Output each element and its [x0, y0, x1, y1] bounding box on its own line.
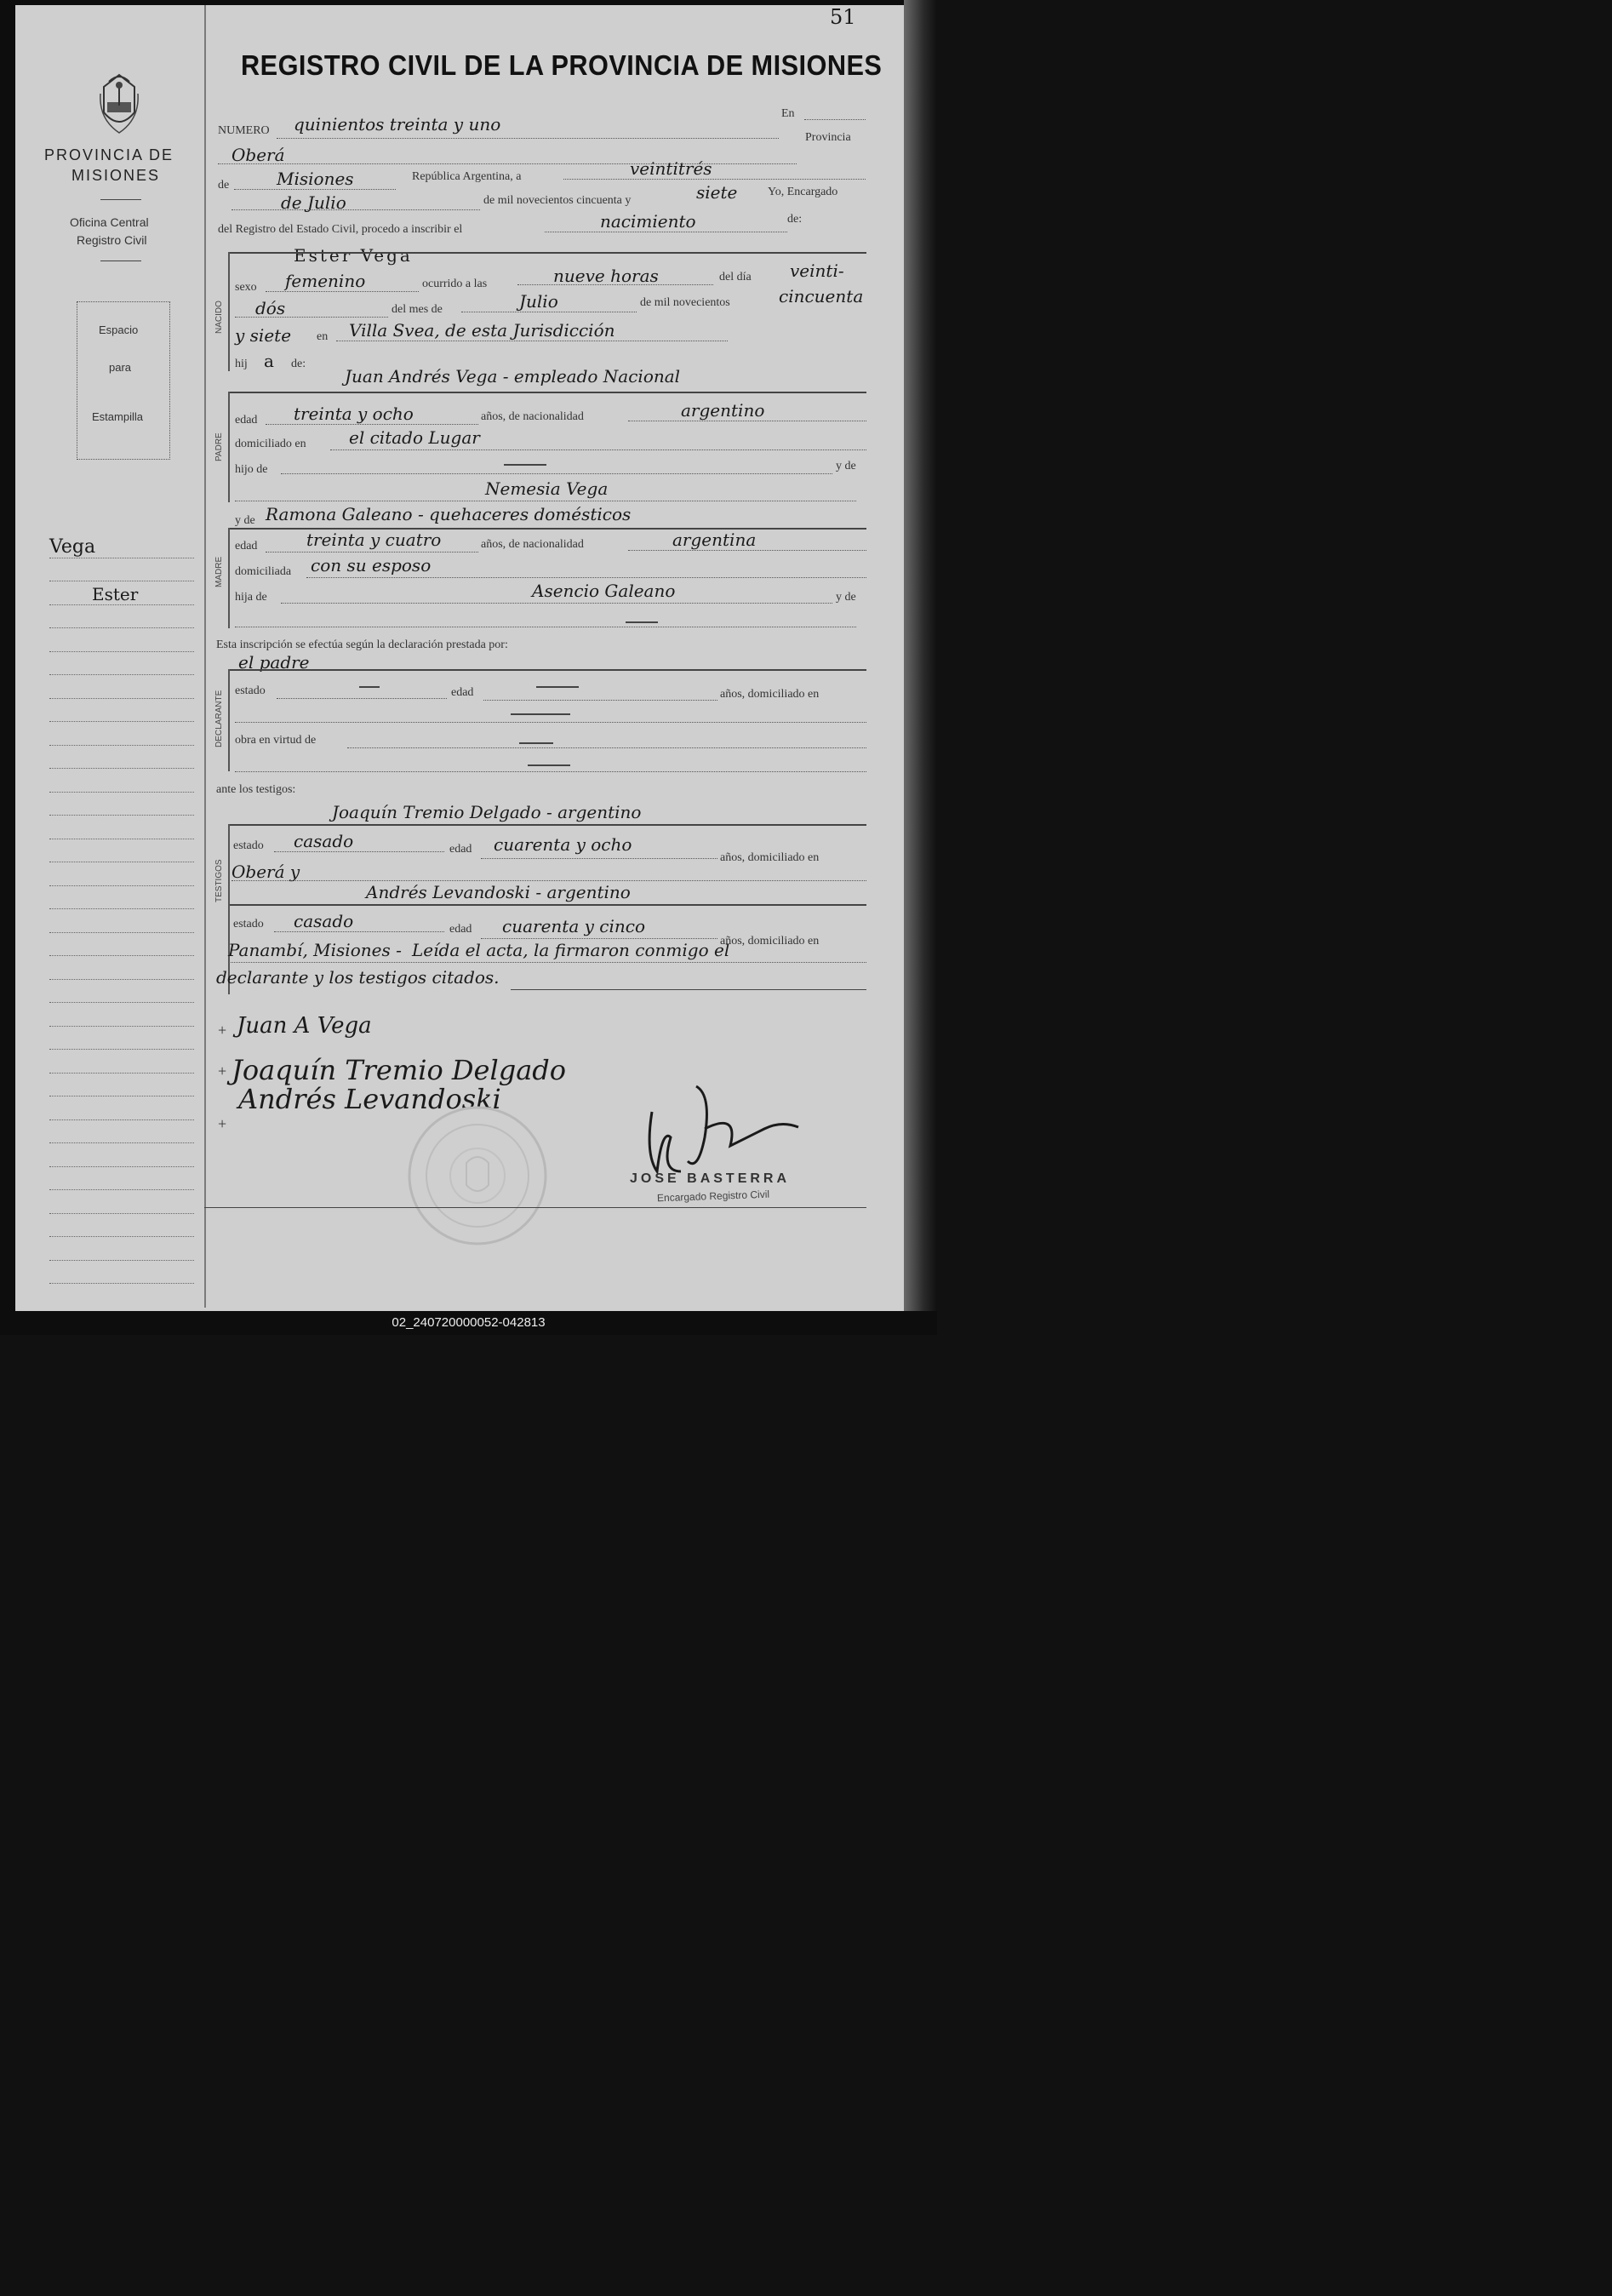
- margin-rule: [49, 768, 194, 770]
- section-rule: [204, 1207, 866, 1208]
- margin-surname: Vega: [49, 536, 96, 558]
- signature-witness2: Andrés Levandoski: [238, 1083, 501, 1115]
- mother-name: Ramona Galeano - quehaceres domésticos: [266, 504, 632, 524]
- margin-rule: [49, 698, 194, 700]
- province-line1: PROVINCIA DE: [44, 146, 174, 163]
- witnesses-intro: ante los testigos:: [216, 783, 296, 796]
- section-rule: [511, 989, 866, 990]
- month-value: de Julio: [281, 192, 346, 213]
- margin-rule: [49, 558, 194, 559]
- section-rule: [230, 904, 866, 906]
- official-seal-icon: [405, 1103, 550, 1248]
- fill-line: [274, 931, 444, 932]
- fill-line: [232, 209, 480, 210]
- witness2-age: cuarenta y cinco: [502, 916, 645, 936]
- fill-line: [306, 577, 866, 578]
- fill-line: [266, 552, 478, 553]
- hijo-label: hijo de: [235, 463, 268, 476]
- fathers-mother: Nemesia Vega: [485, 478, 609, 499]
- margin-rule: [49, 581, 194, 582]
- margin-rule: [49, 862, 194, 863]
- office-line1: Oficina Central: [70, 215, 149, 229]
- yde-label-padre: y de: [836, 460, 856, 472]
- margin-rule: [49, 1119, 194, 1121]
- obra-label: obra en virtud de: [235, 734, 317, 747]
- closing-line-2: declarante y los testigos citados.: [216, 967, 500, 988]
- yo-label: Yo, Encargado: [768, 186, 838, 198]
- section-bracket: [228, 669, 230, 771]
- office-line2: Registro Civil: [77, 233, 147, 247]
- fill-line: [483, 700, 717, 701]
- section-rule: [230, 392, 866, 393]
- ocurrido-label: ocurrido a las: [422, 278, 488, 290]
- dia-label: del día: [719, 271, 752, 283]
- year-value: siete: [696, 182, 738, 203]
- margin-rule: [49, 1283, 194, 1285]
- coat-of-arms-icon: [92, 68, 146, 136]
- cross-mark: +: [218, 1022, 227, 1039]
- edad-label-t2: edad: [449, 923, 472, 936]
- father-nationality: argentino: [681, 400, 765, 421]
- margin-rule: [49, 1260, 194, 1262]
- numero-label: NUMERO: [218, 124, 270, 137]
- margin-rule: [49, 745, 194, 747]
- margin-divider: [204, 5, 206, 1308]
- fill-line: [347, 747, 866, 748]
- margin-rule: [49, 674, 194, 676]
- domic-label-padre: domiciliado en: [235, 438, 306, 450]
- dia-value-2: dós: [255, 298, 286, 318]
- place-value: Oberá: [232, 145, 285, 165]
- sexo-value: femenino: [285, 271, 366, 291]
- witness1-estado: casado: [294, 831, 354, 851]
- anos-label-t1: años, domiciliado en: [720, 851, 820, 864]
- fill-line: [281, 603, 832, 604]
- document-title: REGISTRO CIVIL DE LA PROVINCIA DE MISIONES: [241, 49, 883, 81]
- fill-line: [804, 119, 866, 120]
- dash-mark: [504, 464, 546, 466]
- mother-nationality: argentina: [672, 530, 757, 550]
- mil-label: de mil novecientos: [640, 296, 730, 309]
- en-label: En: [781, 107, 795, 120]
- mes-label: del mes de: [392, 303, 443, 316]
- cross-mark: +: [218, 1115, 227, 1132]
- fill-line: [481, 938, 717, 939]
- father-age: treinta y ocho: [294, 404, 414, 424]
- edad-label-padre: edad: [235, 414, 258, 427]
- mes-value: Julio: [519, 291, 558, 312]
- signature-witness1: Joaquín Tremio Delgado: [232, 1054, 567, 1086]
- declaration-intro: Esta inscripción se efectúa según la declaración prestada por:: [216, 638, 508, 651]
- fill-line: [232, 880, 866, 881]
- fill-line: [628, 550, 866, 551]
- anos-label-t2: años, domiciliado en: [720, 935, 820, 948]
- province-line2: MISIONES: [71, 167, 161, 184]
- margin-rule: [49, 792, 194, 793]
- cross-mark: +: [218, 1062, 227, 1079]
- anos-label-decl: años, domiciliado en: [720, 688, 820, 701]
- mother-domicile: con su esposo: [311, 555, 432, 575]
- dash-mark: [359, 686, 380, 688]
- padre-section-label: PADRE: [214, 432, 224, 461]
- sexo-label: sexo: [235, 281, 257, 294]
- declarant-value: el padre: [238, 652, 310, 673]
- provincia-label: Provincia: [805, 131, 851, 144]
- edad-label-t1: edad: [449, 843, 472, 856]
- declarante-section-label: DECLARANTE: [214, 690, 224, 747]
- document-page: [0, 0, 937, 1335]
- page-number: 51: [830, 5, 856, 29]
- dia-value-1: veinti-: [790, 261, 844, 281]
- margin-rule: [49, 1213, 194, 1215]
- margin-rule: [49, 627, 194, 629]
- hija-label: hija de: [235, 591, 267, 604]
- signature-father: Juan A Vega: [237, 1013, 372, 1039]
- fill-line: [274, 851, 444, 852]
- inscribe-label: del Registro del Estado Civil, procedo a inscribir el: [218, 223, 463, 236]
- hour-value: nueve horas: [553, 266, 659, 286]
- margin-rule: [49, 1049, 194, 1051]
- official-name: JOSE BASTERRA: [630, 1171, 791, 1186]
- de-label-nacido: de:: [291, 358, 306, 370]
- section-rule: [230, 252, 866, 254]
- republica-label: República Argentina, a: [412, 170, 522, 183]
- fill-line: [234, 189, 396, 190]
- hij-value: a: [264, 351, 274, 371]
- estado-label-decl: estado: [235, 684, 266, 697]
- fill-line: [228, 962, 866, 963]
- margin-rule: [49, 1189, 194, 1191]
- margin-rule: [49, 1002, 194, 1004]
- stamp-label-3: Estampilla: [92, 410, 143, 423]
- margin-given-name: Ester: [92, 584, 139, 604]
- father-name: Juan Andrés Vega - empleado Nacional: [345, 366, 681, 386]
- witness2-domicile: Panambí, Misiones -: [228, 940, 402, 960]
- testigos-section-label: TESTIGOS: [214, 859, 224, 902]
- margin-rule: [49, 839, 194, 840]
- day-value: veintitrés: [630, 158, 712, 179]
- margin-rule: [49, 1096, 194, 1097]
- margin-rule: [49, 955, 194, 957]
- margin-rule: [49, 651, 194, 653]
- fill-line: [277, 698, 447, 699]
- dash-mark: [528, 764, 570, 766]
- section-bracket: [228, 528, 230, 628]
- margin-rule: [49, 604, 194, 606]
- edad-label-decl: edad: [451, 686, 474, 699]
- margin-rule: [49, 1236, 194, 1238]
- book-binding: [904, 0, 937, 1311]
- margin-rule: [49, 979, 194, 981]
- file-identifier: 02_240720000052-042813: [392, 1315, 546, 1330]
- dash-mark: [519, 742, 553, 744]
- de-colon: de:: [787, 213, 803, 226]
- nac-label-padre: años, de nacionalidad: [481, 410, 584, 423]
- official-title: Encargado Registro Civil: [656, 1188, 770, 1205]
- nacido-section-label: NACIDO: [214, 301, 224, 334]
- witness1-name: Joaquín Tremio Delgado - argentino: [332, 802, 642, 822]
- fill-line: [266, 291, 419, 292]
- margin-rule: [49, 815, 194, 816]
- nac-label-madre: años, de nacionalidad: [481, 538, 584, 551]
- stamp-label-1: Espacio: [99, 324, 139, 336]
- en-label-nacido: en: [317, 330, 329, 343]
- birthplace-value: Villa Svea, de esta Jurisdicción: [349, 320, 615, 341]
- section-rule: [230, 669, 866, 671]
- margin-rule: [49, 885, 194, 887]
- margin-rule: [49, 721, 194, 723]
- mothers-parent: Asencio Galeano: [532, 581, 676, 601]
- dash-mark: [626, 621, 658, 623]
- section-bracket: [228, 252, 230, 371]
- year-label: de mil novecientos cincuenta y: [483, 194, 632, 207]
- section-bracket: [228, 392, 230, 502]
- section-rule: [230, 824, 866, 826]
- fill-line: [235, 722, 866, 723]
- witness2-estado: casado: [294, 911, 354, 931]
- mil-value: cincuenta: [779, 286, 864, 306]
- fill-line: [266, 424, 478, 425]
- fill-line: [235, 317, 388, 318]
- margin-rule: [49, 908, 194, 910]
- edad-label-madre: edad: [235, 540, 258, 553]
- act-value: nacimiento: [600, 211, 696, 232]
- fill-line: [235, 771, 866, 772]
- fill-line: [481, 858, 717, 859]
- witness1-domicile: Oberá y: [232, 862, 300, 882]
- father-domicile: el citado Lugar: [349, 427, 480, 448]
- margin-rule: [49, 932, 194, 934]
- yde-end-madre: y de: [836, 591, 856, 604]
- fill-line: [563, 179, 866, 180]
- separator: [100, 199, 141, 200]
- siete-value: y siete: [235, 325, 292, 346]
- witness1-age: cuarenta y ocho: [494, 834, 632, 855]
- hij-label: hij: [235, 358, 248, 370]
- estado-label-t1: estado: [233, 839, 264, 852]
- numero-value: quinientos treinta y uno: [294, 114, 501, 135]
- fill-line: [277, 138, 779, 139]
- stamp-label-2: para: [109, 361, 132, 374]
- province-value: Misiones: [277, 169, 354, 189]
- mother-age: treinta y cuatro: [306, 530, 442, 550]
- child-name: Ester Vega: [294, 245, 413, 266]
- closing-line-1: Leída el acta, la firmaron conmigo el: [412, 940, 730, 960]
- margin-rule: [49, 1142, 194, 1144]
- yde-label-madre: y de: [235, 514, 255, 527]
- dash-mark: [536, 686, 579, 688]
- margin-rule: [49, 1026, 194, 1028]
- margin-rule: [49, 1073, 194, 1074]
- witness2-name: Andrés Levandoski - argentino: [366, 882, 631, 902]
- de-label: de: [218, 179, 230, 192]
- madre-section-label: MADRE: [214, 556, 224, 587]
- dash-mark: [511, 713, 570, 715]
- domic-label-madre: domiciliada: [235, 565, 292, 578]
- margin-rule: [49, 1166, 194, 1168]
- fill-line: [330, 449, 866, 450]
- estado-label-t2: estado: [233, 918, 264, 930]
- fill-line: [281, 473, 832, 474]
- fill-line: [517, 284, 713, 285]
